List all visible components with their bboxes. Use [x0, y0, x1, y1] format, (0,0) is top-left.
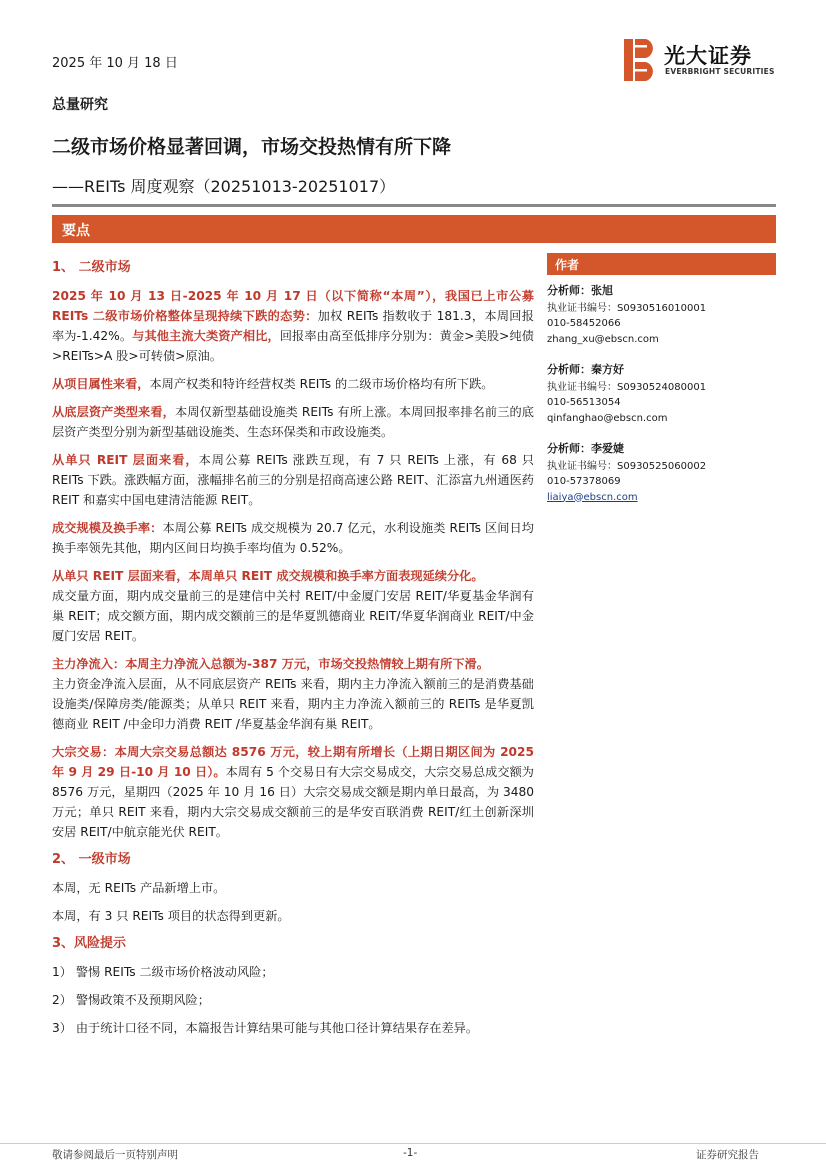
paragraph-new-listing: 本周，无 REITs 产品新增上市。 [52, 881, 226, 895]
highlight: 主力净流入：本周主力净流入总额为-387 万元，市场交投热情较上期有所下滑。 [52, 657, 489, 671]
risk-item: 2） 警惕政策不及预期风险； [52, 993, 210, 1007]
page-title: 二级市场价格显著回调，市场交投热情有所下降 [52, 136, 452, 158]
highlight: 与其他主流大类资产相比， [132, 329, 280, 343]
author-card [547, 441, 776, 505]
title-divider [52, 204, 776, 207]
section-heading-risk: 3、风险提示 [52, 936, 127, 951]
body-text: 主力资金净流入层面，从不同底层资产 REITs 来看，期内主力净流入额前三的是消费基础设施类/保障房类/能源类；从单只 REIT 来看，期内主力净流入额前三的 REITs 是华夏凯德商业 REIT /中金印力消费 REIT /华夏基金华润有巢 REIT。 [52, 677, 534, 731]
body-text: 本周公募 REITs 成交规模为 20.7 亿元，水利设施类 REITs 区间日均换手率领先其他，期内区间日均换手率均值为 0.52%。 [52, 521, 534, 555]
author-email[interactable]: liaiya@ebscn.com [547, 491, 638, 503]
highlight: 2025 年 10 月 13 日-2025 年 10 月 17 日（以下简称“本周”），我国已上市公募 REITs 二级市场价格整体呈现持续下跌的态势： [52, 289, 534, 323]
paragraph-market-overview [52, 286, 534, 366]
body-text: 回报率由高至低排序分别为：黄金>美股>纯债>REITs>A 股>可转债>原油。 [52, 329, 534, 363]
paragraph-asset-type [52, 402, 534, 442]
author-email[interactable]: zhang_xu@ebscn.com [547, 333, 659, 345]
everbright-logo-icon [624, 39, 656, 81]
authors-banner [547, 253, 776, 275]
paragraph-block-trade [52, 742, 534, 842]
body-text: 加权 REITs 指数收于 181.3，本周回报率为-1.42%。 [52, 309, 534, 343]
author-email[interactable]: qinfanghao@ebscn.com [547, 412, 668, 424]
body-text: 成交量方面，期内成交量前三的是建信中关村 REIT/中金厦门安居 REIT/华夏基金华润有巢 REIT；成交额方面，期内成交额前三的是华夏凯德商业 REIT/华夏华润商业 REIT/中金厦门安居 REIT。 [52, 589, 534, 643]
author-phone: 010-57378069 [547, 476, 621, 487]
author-phone: 010-56513054 [547, 397, 621, 408]
highlight: 从单只 REIT 层面来看， [52, 453, 199, 467]
author-cert: 执业证书编号：S0930525060002 [547, 460, 707, 472]
brand-name-cn: 光大证券 [664, 44, 752, 68]
section-heading-secondary-market: 1、 二级市场 [52, 260, 131, 275]
main-content [52, 258, 534, 1046]
authors-label: 作者 [555, 258, 580, 272]
body-text: 本周仅新型基础设施类 REITs 有所上涨。本周回报率排名前三的底层资产类型分别为新型基础设施类、生态环保类和市政设施类。 [52, 405, 534, 439]
highlight: 成交规模及换手率： [52, 521, 163, 535]
key-points-banner [52, 215, 776, 243]
highlight: 从项目属性来看， [52, 377, 150, 391]
paragraph-volume-divergence [52, 566, 534, 646]
paragraph-project-attribute [52, 374, 534, 394]
paragraph-turnover [52, 518, 534, 558]
body-text: 本周公募 REITs 涨跌互现，有 7 只 REITs 上涨，有 68 只 REITs 下跌。涨跌幅方面，涨幅排名前三的分别是招商高速公路 REIT、汇添富九州通医药 REIT 和嘉实中国电建清洁能源 REIT。 [52, 453, 534, 507]
paragraph-net-inflow [52, 654, 534, 734]
page-number: -1- [403, 1147, 418, 1159]
paragraph-single-reit [52, 450, 534, 510]
key-points-label: 要点 [62, 223, 90, 239]
brand-name-en: EVERBRIGHT SECURITIES [665, 67, 775, 76]
section-heading-primary-market: 2、 一级市场 [52, 852, 131, 867]
body-text: 本周有 5 个交易日有大宗交易成交，大宗交易总成交额为 8576 万元，星期四（2025 年 10 月 16 日）大宗交易成交额是期内单日最高，为 3480 万元；单只 REIT 来看，期内大宗交易成交额前三的是华安百联消费 REIT/红土创新深圳安居 REIT/中航京能光伏 REIT。 [52, 765, 534, 839]
risk-item: 3） 由于统计口径不同，本篇报告计算结果可能与其他口径计算结果存在差异。 [52, 1021, 479, 1035]
author-cert: 执业证书编号：S0930516010001 [547, 302, 707, 314]
body-text: 本周产权类和特许经营权类 REITs 的二级市场价格均有所下跌。 [149, 377, 494, 391]
author-cert: 执业证书编号：S0930524080001 [547, 381, 707, 393]
author-name: 分析师：李爱婕 [547, 442, 624, 455]
highlight: 从底层资产类型来看， [52, 405, 175, 419]
footer-divider [0, 1143, 826, 1144]
footer-disclaimer: 敬请参阅最后一页特别声明 [52, 1149, 178, 1161]
author-name: 分析师：秦方好 [547, 363, 624, 376]
author-card [547, 362, 776, 426]
report-category: 总量研究 [52, 97, 108, 113]
author-name: 分析师：张旭 [547, 284, 613, 297]
author-card [547, 283, 776, 347]
page-subtitle: ——REITs 周度观察（20251013-20251017） [52, 177, 396, 196]
author-phone: 010-58452066 [547, 318, 621, 329]
brand-logo [624, 36, 776, 84]
footer-doc-type: 证券研究报告 [696, 1149, 759, 1161]
highlight: 从单只 REIT 层面来看，本周单只 REIT 成交规模和换手率方面表现延续分化。 [52, 569, 484, 583]
highlight: 大宗交易：本周大宗交易总额达 8576 万元，较上期有所增长（上期日期区间为 2025 年 9 月 29 日-10 月 10 日）。 [52, 745, 534, 779]
paragraph-project-update: 本周，有 3 只 REITs 项目的状态得到更新。 [52, 909, 290, 923]
risk-item: 1） 警惕 REITs 二级市场价格波动风险； [52, 965, 274, 979]
report-date: 2025 年 10 月 18 日 [52, 56, 178, 71]
authors-list [547, 283, 776, 520]
